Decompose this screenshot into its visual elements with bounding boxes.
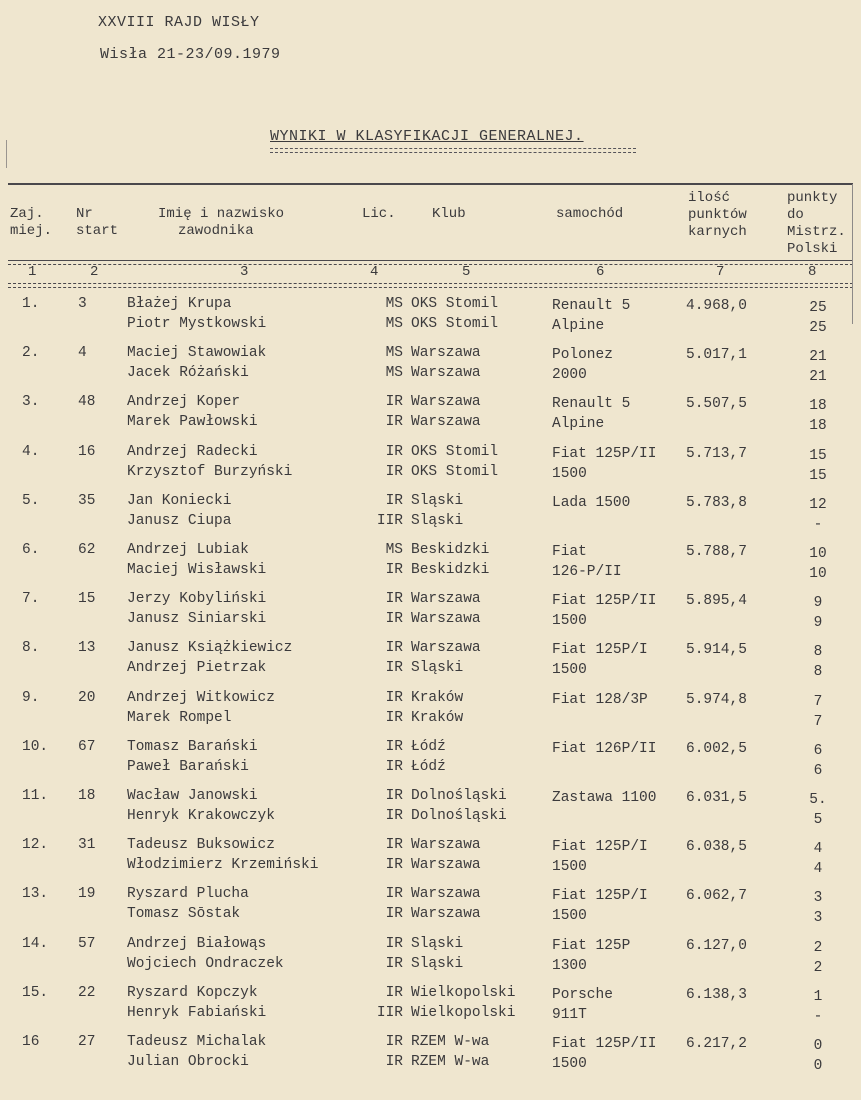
club-cell: Wielkopolski [411,1004,516,1021]
column-header-3-line-2: zawodnika [178,223,254,239]
place-cell: 12. [22,837,49,854]
championship-points-cell: 12 [809,496,827,513]
column-number-3: 3 [240,264,249,280]
car-cell: Fiat 125P/II [552,1036,657,1052]
licence-cell: IR [385,660,403,677]
column-header-7-line-2: punktów [688,207,747,223]
column-header-2-line-1: Nr [76,206,93,222]
championship-points-cell: - [813,516,823,533]
start-number-cell: 57 [78,935,96,952]
car-cell: 1500 [552,465,587,482]
driver-name-cell: Andrzej Pietrzak [127,660,267,677]
club-cell: Warszawa [411,591,481,608]
club-cell: RZEM W-wa [411,1054,490,1070]
column-number-2: 2 [90,264,99,280]
championship-points-cell: 2 [813,959,823,976]
start-number-cell: 18 [78,788,96,804]
championship-points-cell: - [813,1008,823,1025]
licence-cell: IR [385,709,403,726]
penalty-points-cell: 5.914,5 [686,642,747,659]
place-cell: 11. [22,788,49,804]
licence-cell: IR [385,689,403,706]
club-cell: Warszawa [411,857,481,874]
start-number-cell: 16 [78,443,96,460]
column-header-3-line-1: Imię i nazwisko [158,206,285,222]
place-cell: 8. [22,640,40,657]
championship-points-cell: 25 [809,300,827,316]
driver-name-cell: Henryk Krakowczyk [127,808,275,824]
championship-points-cell: 7 [813,713,823,730]
car-cell: Alpine [552,318,605,334]
club-cell: RZEM W-wa [411,1034,490,1050]
driver-name-cell: Jerzy Kobyliński [127,591,267,608]
driver-name-cell: Henryk Fabiański [127,1004,267,1021]
club-cell: Sląski [411,492,464,509]
club-cell: Kraków [411,709,464,726]
club-cell: Warszawa [411,414,481,431]
club-cell: Wielkopolski [411,984,516,1001]
driver-name-cell: Piotr Mystkowski [127,316,267,332]
club-cell: Warszawa [411,611,481,628]
championship-points-cell: 4 [813,861,823,878]
place-cell: 14. [22,935,49,952]
licence-cell: IR [385,394,403,411]
car-cell: Alpine [552,416,605,433]
driver-name-cell: Julian Obrocki [127,1054,249,1070]
championship-points-cell: 0 [813,1058,823,1074]
car-cell: Fiat 125P/II [552,445,657,462]
car-cell: Fiat 125P/I [552,888,648,905]
club-cell: Sląski [411,512,464,529]
licence-cell: IR [385,955,403,972]
licence-cell: IIR [376,512,403,529]
championship-points-cell: 3 [813,890,823,907]
car-cell: 1500 [552,859,587,876]
start-number-cell: 35 [78,492,96,509]
club-cell: OKS Stomil [411,443,499,460]
column-header-4-line-1: Lic. [362,206,396,222]
club-cell: Dolnośląski [411,808,507,824]
driver-name-cell: Włodzimierz Krzemiński [127,857,319,874]
driver-name-cell: Wojciech Ondraczek [127,955,284,972]
driver-name-cell: Krzysztof Burzyński [127,463,293,480]
championship-points-cell: 15 [809,467,827,484]
championship-points-cell: 8 [813,644,823,661]
championship-points-cell: 9 [813,615,823,632]
start-number-cell: 27 [78,1034,96,1050]
club-cell: Warszawa [411,886,481,903]
car-cell: Fiat 125P/I [552,839,648,856]
column-number-5: 5 [462,264,471,280]
car-cell: Porsche [552,986,613,1003]
championship-points-cell: 15 [809,447,827,464]
championship-points-cell: 10 [809,546,827,562]
licence-cell: IR [385,857,403,874]
car-cell: 1500 [552,908,587,925]
penalty-points-cell: 4.968,0 [686,298,747,314]
club-cell: Warszawa [411,837,481,854]
start-number-cell: 22 [78,984,96,1001]
penalty-points-cell: 5.895,4 [686,593,747,610]
club-cell: Beskidzki [411,562,490,578]
club-cell: Łódź [411,758,446,775]
driver-name-cell: Janusz Siniarski [127,611,267,628]
start-number-cell: 3 [78,296,87,312]
licence-cell: IIR [376,1004,403,1021]
place-cell: 5. [22,492,40,509]
place-cell: 7. [22,591,40,608]
championship-points-cell: 0 [813,1038,823,1054]
licence-cell: IR [385,591,403,608]
championship-points-cell: 7 [813,693,823,710]
penalty-points-cell: 5.507,5 [686,396,747,413]
rally-name: XXVIII RAJD WISŁY [98,14,260,31]
place-cell: 15. [22,984,49,1001]
driver-name-cell: Paweł Barański [127,758,249,775]
licence-cell: IR [385,906,403,923]
club-cell: Łódź [411,738,446,755]
club-cell: Beskidzki [411,542,490,558]
penalty-points-cell: 5.974,8 [686,691,747,708]
column-number-6: 6 [596,264,605,280]
penalty-points-cell: 5.713,7 [686,445,747,462]
driver-name-cell: Maciej Stawowiak [127,345,267,362]
driver-name-cell: Andrzej Radecki [127,443,258,460]
start-number-cell: 67 [78,738,96,755]
car-cell: 1500 [552,1056,587,1072]
championship-points-cell: 18 [809,418,827,435]
right-border [852,184,853,324]
licence-cell: IR [385,758,403,775]
championship-points-cell: 21 [809,349,827,366]
page-title: WYNIKI W KLASYFIKACJI GENERALNEJ. [270,128,584,145]
car-cell: 911T [552,1006,587,1023]
car-cell: Fiat 125P/II [552,593,657,610]
championship-points-cell: 18 [809,398,827,415]
championship-points-cell: 6 [813,762,823,779]
championship-points-cell: 5. [809,792,827,808]
licence-cell: IR [385,1034,403,1050]
driver-name-cell: Jan Koniecki [127,492,232,509]
column-header-7-line-3: karnych [688,224,747,240]
licence-cell: IR [385,886,403,903]
driver-name-cell: Tomasz Sōstak [127,906,241,923]
licence-cell: IR [385,443,403,460]
penalty-points-cell: 6.038,5 [686,839,747,856]
driver-name-cell: Tadeusz Buksowicz [127,837,275,854]
place-cell: 2. [22,345,40,362]
licence-cell: IR [385,611,403,628]
header-rule [8,260,853,265]
place-cell: 3. [22,394,40,411]
car-cell: Fiat 125P/I [552,642,648,659]
start-number-cell: 19 [78,886,96,903]
licence-cell: IR [385,492,403,509]
driver-name-cell: Marek Pawłowski [127,414,258,431]
licence-cell: MS [385,365,403,382]
penalty-points-cell: 5.783,8 [686,494,747,511]
championship-points-cell: 4 [813,841,823,858]
place-cell: 1. [22,296,40,312]
licence-cell: MS [385,542,403,558]
driver-name-cell: Tomasz Barański [127,738,258,755]
driver-name-cell: Andrzej Lubiak [127,542,249,558]
column-header-6-line-1: samochód [556,206,624,222]
championship-points-cell: 9 [813,595,823,612]
penalty-points-cell: 6.127,0 [686,937,747,954]
driver-name-cell: Wacław Janowski [127,788,258,804]
club-cell: Sląski [411,660,464,677]
championship-points-cell: 3 [813,910,823,927]
place-cell: 4. [22,443,40,460]
licence-cell: IR [385,640,403,657]
table-top-rule [8,183,853,185]
licence-cell: IR [385,837,403,854]
championship-points-cell: 8 [813,664,823,681]
driver-name-cell: Marek Rompel [127,709,232,726]
column-number-8: 8 [808,264,817,280]
club-cell: Warszawa [411,394,481,411]
column-header-5-line-1: Klub [432,206,466,222]
penalty-points-cell: 6.138,3 [686,986,747,1003]
licence-cell: IR [385,414,403,431]
penalty-points-cell: 5.017,1 [686,347,747,364]
car-cell: Lada 1500 [552,494,631,511]
championship-points-cell: 2 [813,939,823,956]
penalty-points-cell: 6.217,2 [686,1036,747,1052]
club-cell: Warszawa [411,640,481,657]
licence-cell: IR [385,935,403,952]
car-cell: Polonez [552,347,613,364]
licence-cell: IR [385,738,403,755]
rally-place-date: Wisła 21-23/09.1979 [100,46,281,63]
column-number-4: 4 [370,264,379,280]
club-cell: Warszawa [411,906,481,923]
car-cell: 1500 [552,662,587,679]
column-number-1: 1 [28,264,37,280]
column-header-8-line-4: Polski [787,241,838,257]
place-cell: 9. [22,689,40,706]
licence-cell: MS [385,296,403,312]
penalty-points-cell: 5.788,7 [686,544,747,560]
driver-name-cell: Andrzej Witkowicz [127,689,275,706]
penalty-points-cell: 6.002,5 [686,740,747,757]
car-cell: Renault 5 [552,298,631,314]
licence-cell: MS [385,345,403,362]
licence-cell: IR [385,463,403,480]
championship-points-cell: 1 [813,988,823,1005]
driver-name-cell: Ryszard Plucha [127,886,249,903]
start-number-cell: 48 [78,394,96,411]
championship-points-cell: 10 [809,566,827,582]
column-header-8-line-3: Mistrz. [787,224,846,240]
start-number-cell: 15 [78,591,96,608]
licence-cell: IR [385,808,403,824]
driver-name-cell: Jacek Różański [127,365,249,382]
start-number-cell: 20 [78,689,96,706]
club-cell: Sląski [411,935,464,952]
club-cell: Kraków [411,689,464,706]
car-cell: 2000 [552,367,587,384]
column-header-7-line-1: ilość [688,190,731,206]
licence-cell: IR [385,984,403,1001]
start-number-cell: 31 [78,837,96,854]
place-cell: 10. [22,738,49,755]
licence-cell: IR [385,562,403,578]
header-number-rule [8,283,853,288]
club-cell: OKS Stomil [411,463,499,480]
place-cell: 16 [22,1034,40,1050]
driver-name-cell: Tadeusz Michalak [127,1034,267,1050]
licence-cell: IR [385,1054,403,1070]
start-number-cell: 62 [78,542,96,558]
car-cell: 126-P/II [552,564,622,580]
column-header-2-line-2: start [76,223,119,239]
column-header-8-line-1: punkty [787,190,838,206]
column-header-1-line-1: Zaj. [10,206,44,222]
car-cell: 1500 [552,613,587,630]
club-cell: Sląski [411,955,464,972]
championship-points-cell: 25 [809,320,827,336]
column-header-1-line-2: miej. [10,223,53,239]
licence-cell: IR [385,788,403,804]
driver-name-cell: Błażej Krupa [127,296,232,312]
car-cell: 1300 [552,957,587,974]
place-cell: 6. [22,542,40,558]
driver-name-cell: Maciej Wisławski [127,562,267,578]
car-cell: Renault 5 [552,396,631,413]
start-number-cell: 4 [78,345,87,362]
penalty-points-cell: 6.062,7 [686,888,747,905]
driver-name-cell: Janusz Ciupa [127,512,232,529]
club-cell: OKS Stomil [411,316,499,332]
car-cell: Fiat [552,544,587,560]
championship-points-cell: 5 [813,812,823,828]
car-cell: Fiat 128/3P [552,691,648,708]
club-cell: OKS Stomil [411,296,499,312]
club-cell: Dolnośląski [411,788,507,804]
place-cell: 13. [22,886,49,903]
licence-cell: MS [385,316,403,332]
driver-name-cell: Ryszard Kopczyk [127,984,258,1001]
column-header-8-line-2: do [787,207,804,223]
margin-mark [6,140,7,168]
driver-name-cell: Andrzej Koper [127,394,241,411]
column-number-7: 7 [716,264,725,280]
club-cell: Warszawa [411,365,481,382]
championship-points-cell: 6 [813,742,823,759]
start-number-cell: 13 [78,640,96,657]
car-cell: Fiat 126P/II [552,740,657,757]
championship-points-cell: 21 [809,369,827,386]
car-cell: Fiat 125P [552,937,631,954]
driver-name-cell: Janusz Książkiewicz [127,640,293,657]
club-cell: Warszawa [411,345,481,362]
car-cell: Zastawa 1100 [552,790,657,806]
penalty-points-cell: 6.031,5 [686,790,747,806]
title-underline [270,148,636,153]
driver-name-cell: Andrzej Białowąs [127,935,267,952]
